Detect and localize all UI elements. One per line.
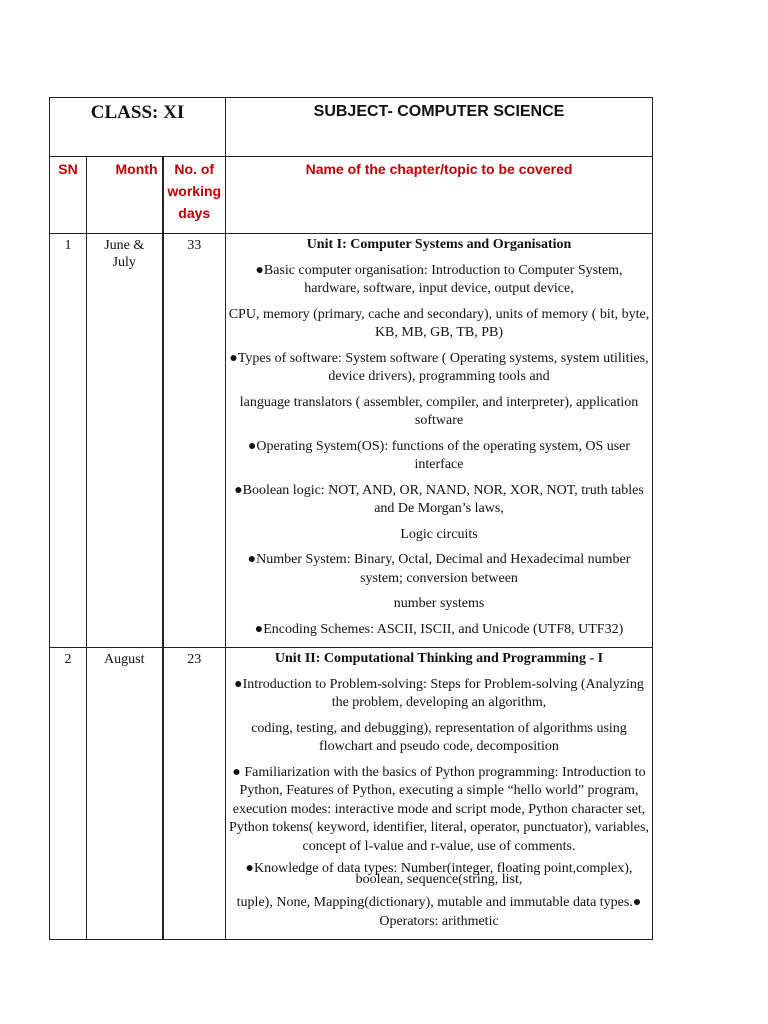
unit-title: Unit I: Computer Systems and Organisation bbox=[306, 237, 572, 252]
column-header-sn: SN bbox=[50, 157, 87, 234]
column-header-topic: Name of the chapter/topic to be covered bbox=[226, 157, 653, 234]
working-days-line-1: No. of bbox=[174, 161, 215, 177]
table-row bbox=[50, 648, 653, 940]
topic-item: ●Operating System(OS): functions of the operating system, OS user interface bbox=[247, 438, 631, 472]
topics-cell bbox=[226, 234, 653, 648]
topic-item: ●Introduction to Problem-solving: Steps for Problem-solving (Analyzing the problem, developing an algorithm, bbox=[234, 676, 644, 710]
month-line-1: June & bbox=[104, 238, 145, 253]
sn-cell: 2 bbox=[50, 648, 87, 940]
column-header-month: Month bbox=[87, 157, 163, 234]
working-days-line-3: days bbox=[178, 205, 211, 221]
topic-item: coding, testing, and debugging), representation of algorithms using flowchart and pseudo code, decomposition bbox=[251, 720, 627, 754]
topic-item: tuple), None, Mapping(dictionary), mutable and immutable data types.● Operators: arithmetic bbox=[236, 895, 642, 929]
header-row-class-subject bbox=[50, 98, 653, 157]
topic-item: ● Familiarization with the basics of Python programming: Introduction to Python, Features of Python, executing a simple “hello world” program, execution modes: interactive mode and script mode, Python character set, Python tokens( keyword, identifier, literal, operator, punctuator), variables, concept of l-value and r-value, use of comments. bbox=[229, 764, 649, 854]
topic-item: CPU, memory (primary, cache and secondary), units of memory ( bit, byte, KB, MB, GB, TB, PB) bbox=[228, 306, 650, 340]
topics-cell bbox=[226, 648, 653, 940]
table-row bbox=[50, 234, 653, 648]
subject-label: SUBJECT- COMPUTER SCIENCE bbox=[226, 98, 653, 157]
topic-item: ●Number System: Binary, Octal, Decimal and Hexadecimal number system; conversion between bbox=[247, 552, 631, 586]
topic-item: language translators ( assembler, compiler, and interpreter), application software bbox=[239, 394, 639, 428]
working-days-cell: 33 bbox=[163, 234, 226, 648]
sn-cell: 1 bbox=[50, 234, 87, 648]
month-cell: August bbox=[87, 648, 163, 940]
topic-item: ●Basic computer organisation: Introduction to Computer System, hardware, software, input device, output device, bbox=[255, 262, 623, 296]
topic-item: ●Boolean logic: NOT, AND, OR, NAND, NOR, XOR, NOT, truth tables and De Morgan’s laws, bbox=[234, 482, 644, 516]
header-row-columns bbox=[50, 157, 653, 234]
topic-item: ●Encoding Schemes: ASCII, ISCII, and Unicode (UTF8, UTF32) bbox=[254, 621, 624, 637]
topic-item: number systems bbox=[393, 596, 485, 611]
class-label: CLASS: XI bbox=[50, 98, 226, 157]
topic-item: ●Types of software: System software ( Operating systems, system utilities, device drivers), programming tools and bbox=[229, 350, 649, 384]
column-header-working-days bbox=[163, 157, 226, 234]
syllabus-table bbox=[49, 97, 653, 940]
month-line-2: July bbox=[112, 255, 136, 270]
month-cell bbox=[87, 234, 163, 648]
topic-item: Logic circuits bbox=[400, 526, 478, 542]
topic-item: ●Knowledge of data types: Number(integer, floating point,complex), boolean, sequence(string, list, bbox=[245, 861, 633, 887]
working-days-cell: 23 bbox=[163, 648, 226, 940]
working-days-line-2: working bbox=[167, 183, 222, 199]
unit-title: Unit II: Computational Thinking and Programming - I bbox=[274, 651, 604, 666]
